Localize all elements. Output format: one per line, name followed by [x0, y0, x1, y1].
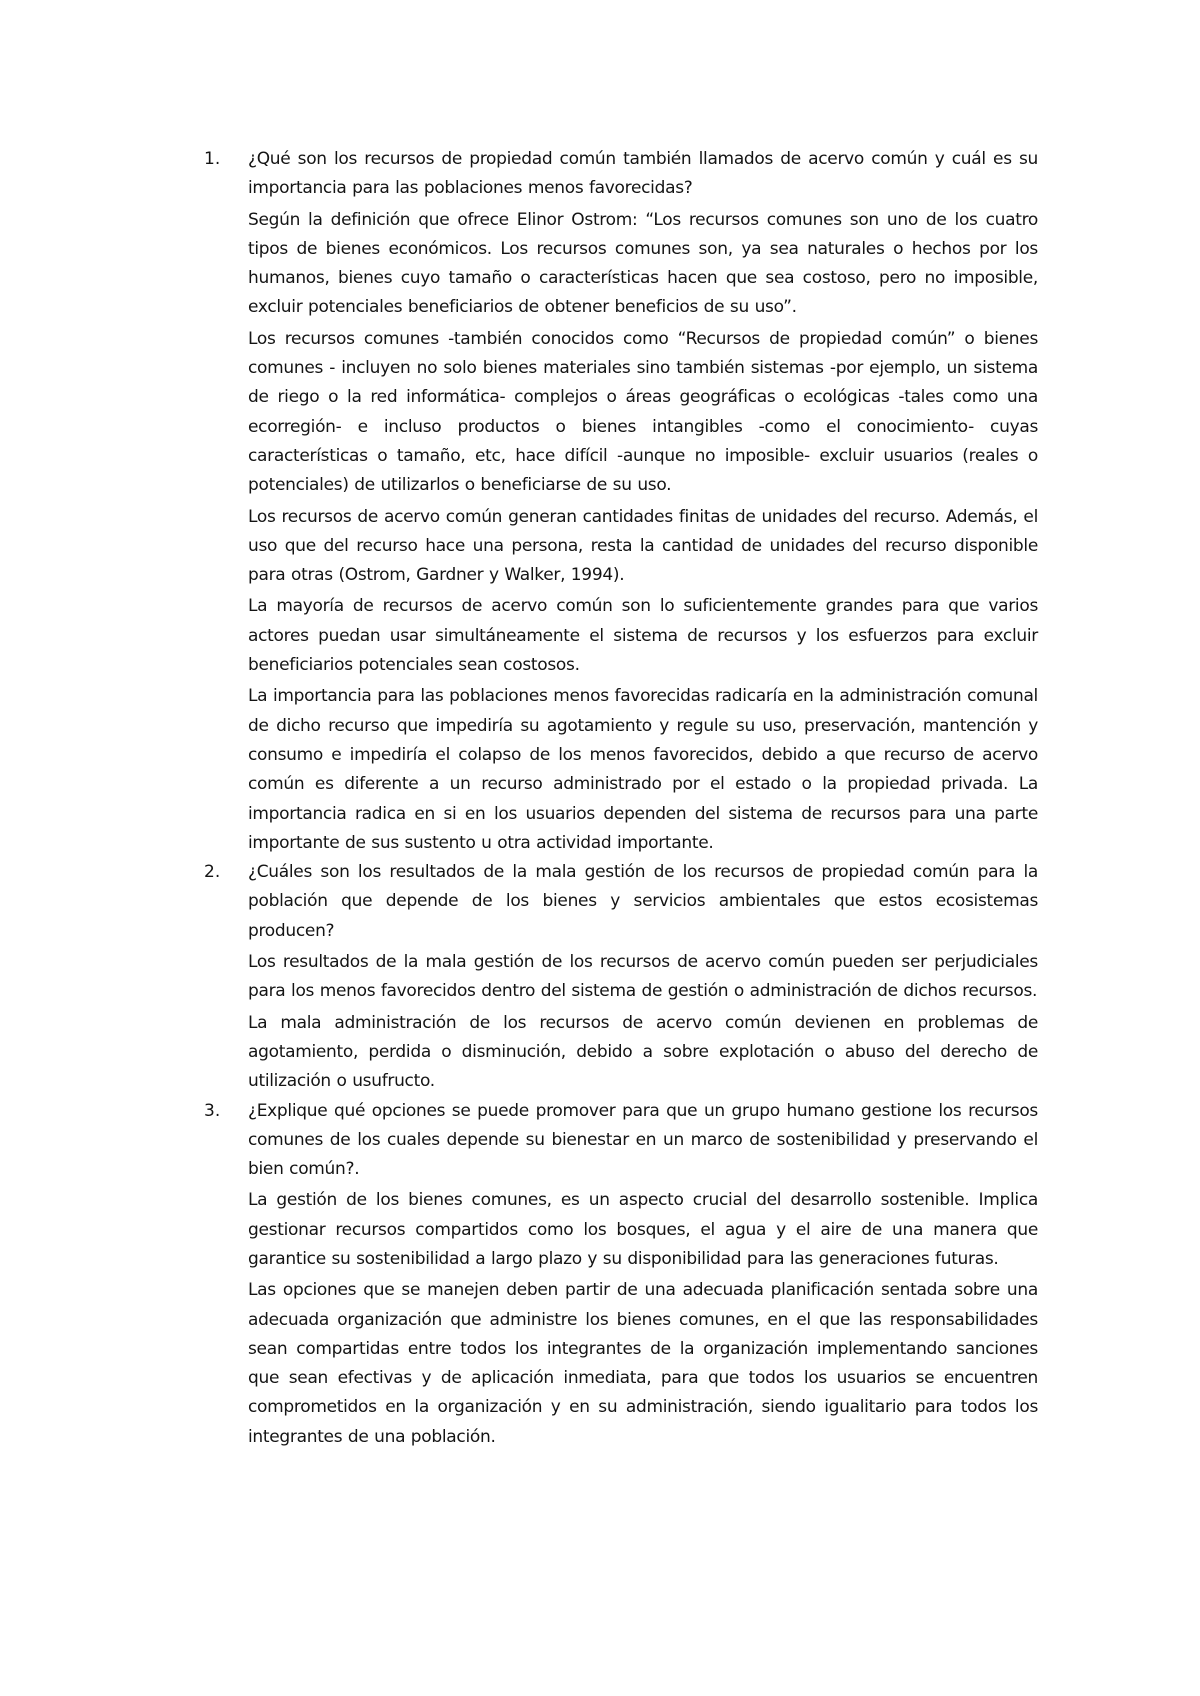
- answer-paragraph: La gestión de los bienes comunes, es un aspecto crucial del desarrollo sostenible. Implica gestionar recursos compartidos como los bosques, el agua y el aire de una manera que garantice su sostenibilidad a largo plazo y su disponibilidad para las generaciones futuras.: [248, 1190, 1038, 1269]
- answer-paragraph: Los recursos de acervo común generan cantidades finitas de unidades del recurso. Además, el uso que del recurso hace una persona, resta la cantidad de unidades del recurso disponible para otras (Ostrom, Gardner y Walker, 1994).: [248, 506, 1038, 586]
- item-number: 2.: [204, 862, 221, 883]
- answer-paragraph: Los resultados de la mala gestión de los recursos de acervo común pueden ser perjudiciales para los menos favorecidos dentro del sistema de gestión o administración de dichos recursos.: [248, 952, 1038, 1002]
- question-list: [204, 145, 1038, 1452]
- answer-paragraph: La mala administración de los recursos de acervo común devienen en problemas de agotamiento, perdida o disminución, debido a sobre explotación o abuso del derecho de utilización o usufructo.: [248, 1012, 1038, 1092]
- answer-paragraph: La importancia para las poblaciones menos favorecidas radicaría en la administración comunal de dicho recurso que impediría su agotamiento y regule su uso, preservación, mantención y consumo e impediría el colapso de los menos favorecidos, debido a que recurso de acervo común es diferente a un recurso administrado por el estado o la propiedad privada. La importancia radica en si en los usuarios dependen del sistema de recursos para una parte importante de sus sustento u otra actividad importante.: [248, 686, 1038, 853]
- answer-paragraph: Las opciones que se manejen deben partir de una adecuada planificación sentada sobre una adecuada organización que administre los bienes comunes, en el que las responsabilidades sean compartidas entre todos los integrantes de la organización implementando sanciones que sean efectivas y de aplicación inmediata, para que todos los usuarios se encuentren comprometidos en la organización y en su administración, siendo igualitario para todos los integrantes de una población.: [248, 1280, 1038, 1447]
- list-item-1: [204, 145, 1038, 858]
- question-text: ¿Explique qué opciones se puede promover para que un grupo humano gestione los recursos comunes de los cuales depende su bienestar en un marco de sostenibilidad y preservando el bien común?.: [248, 1100, 1038, 1180]
- question-text: ¿Cuáles son los resultados de la mala gestión de los recursos de propiedad común para la población que depende de los bienes y servicios ambientales que estos ecosistemas producen?: [248, 862, 1038, 941]
- answer-paragraph: La mayoría de recursos de acervo común son lo suficientemente grandes para que varios actores puedan usar simultáneamente el sistema de recursos y los esfuerzos para excluir beneficiarios potenciales sean costosos.: [248, 596, 1038, 676]
- list-item-3: [204, 1097, 1038, 1453]
- answer-paragraph: Los recursos comunes -también conocidos como “Recursos de propiedad común” o bienes comunes - incluyen no solo bienes materiales sino también sistemas -por ejemplo, un sistema de riego o la red informática- complejos o áreas geográficas o ecológicas -tales como una ecorregión- e incluso productos o bienes intangibles -como el conocimiento- cuyas características o tamaño, etc, hace difícil -aunque no imposible- excluir usuarios (reales o potenciales) de utilizarlos o beneficiarse de su uso.: [248, 328, 1038, 496]
- item-number: 3.: [204, 1100, 221, 1121]
- list-item-2: [204, 858, 1038, 1096]
- item-number: 1.: [204, 149, 221, 169]
- question-text: ¿Qué son los recursos de propiedad común también llamados de acervo común y cuál es su importancia para las poblaciones menos favorecidas?: [248, 149, 1038, 199]
- answer-paragraph: Según la definición que ofrece Elinor Ostrom: “Los recursos comunes son uno de los cuatro tipos de bienes económicos. Los recursos comunes son, ya sea naturales o hechos por los humanos, bienes cuyo tamaño o características hacen que sea costoso, pero no imposible, excluir potenciales beneficiarios de obtener beneficios de su uso”.: [248, 209, 1038, 318]
